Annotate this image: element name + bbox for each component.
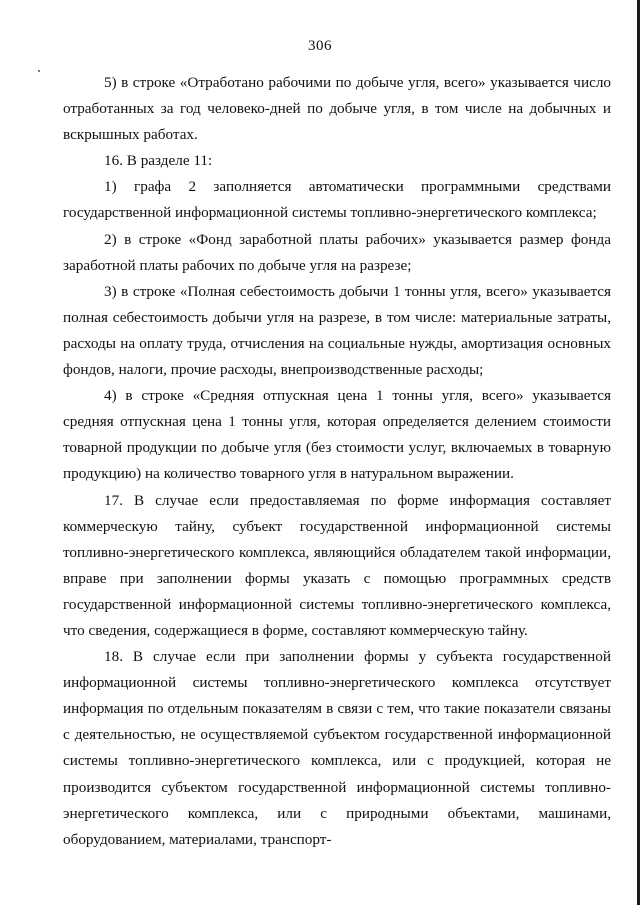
paragraph-17-commercial-secret: 17. В случае если предоставляемая по форме информация составляет коммерческую тайну, субъект государственной информационной системы топливно-энергетического комплекса, являющийся обладателем такой информации, вправе при заполнении формы указать с помощью программных средств государственной информационной системы топливно-энергетического комплекса, что сведения, содержащиеся в форме, составляют коммерческую тайну. [63, 491, 611, 639]
page-number: 306 [308, 38, 332, 54]
paragraph-item-5-hours-worked: 5) в строке «Отработано рабочими по добыче угля, всего» указывается число отработанных за год человеко-дней по добыче угля, в том числе на добычных и вскрышных работах. [63, 74, 611, 144]
paragraph-item-2-wage-fund: 2) в строке «Фонд заработной платы рабочих» указывается размер фонда заработной платы рабочих по добыче угля на разрезе; [63, 230, 611, 274]
paragraph-16-section-heading: 16. В разделе 11: [104, 152, 213, 170]
paragraph-18-missing-information: 18. В случае если при заполнении формы у субъекта государственной информационной системы топливно-энергетического комплекса отсутствует информация по отдельным показателям в связи с тем, что такие показатели связаны с деятельностью, не осуществляемой субъектом государственной информационной системы топливно-энергетического комплекса, или с продукцией, которая не производится субъектом государственной информационной системы топливно-энергетического комплекса, или с природными объектами, машинами, оборудованием, материалами, транспорт- [63, 648, 611, 848]
paragraph-item-1-column-2: 1) графа 2 заполняется автоматически программными средствами государственной информационной системы топливно-энергетического комплекса; [63, 178, 611, 222]
document-body [63, 70, 611, 853]
scan-artifact [38, 70, 40, 72]
paragraph-item-4-average-price: 4) в строке «Средняя отпускная цена 1 тонны угля, всего» указывается средняя отпускная цена 1 тонны угля, которая определяется делением стоимости товарной продукции по добыче угля (без стоимости услуг, включаемых в товарную продукцию) на количество товарного угля в натуральном выражении. [63, 387, 611, 483]
paragraph-item-3-full-cost: 3) в строке «Полная себестоимость добычи 1 тонны угля, всего» указывается полная себестоимость добычи угля на разрезе, в том числе: материальные затраты, расходы на оплату труда, отчисления на социальные нужды, амортизация основных фондов, налоги, прочие расходы, внепроизводственные расходы; [63, 282, 611, 379]
